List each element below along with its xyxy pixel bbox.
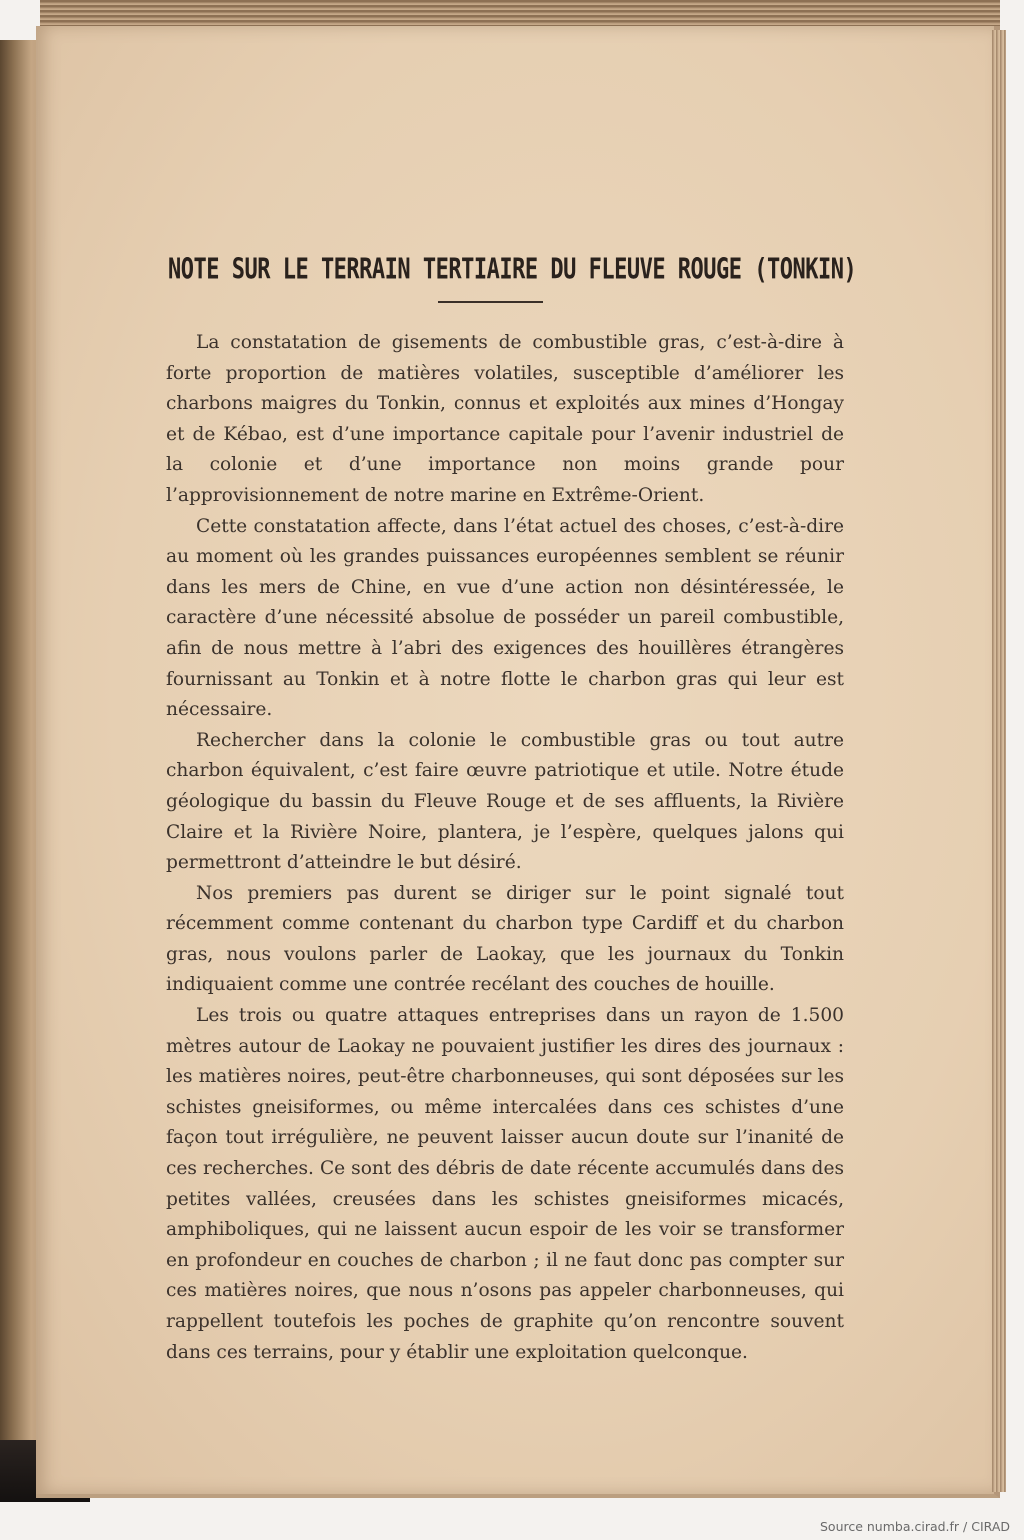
body-text xyxy=(166,328,844,1368)
title-divider xyxy=(438,301,543,303)
paragraph: Cette constatation affecte, dans l’état actuel des choses, c’est-à-dire au moment où les grandes puissances européennes semblent se réunir dans les mers de Chine, en vue d’une action non désintéressée, le caractère d’une nécessité absolue de posséder un pareil combustible, afin de nous mettre à l’abri des exigences des houillères étrangères fournissant au Tonkin et à notre flotte le charbon gras qui leur est nécessaire. xyxy=(166,515,844,721)
paragraph: La constatation de gisements de combustible gras, c’est-à-dire à forte proportion de matières volatiles, susceptible d’améliorer les charbons maigres du Tonkin, connus et exploités aux mines d’Hongay et de Kébao, est d’une importance capitale pour l’avenir industriel de la colonie et d’une importance non moins grande pour l’approvisionnement de notre marine en Extrême-Orient. xyxy=(166,332,844,506)
paragraph: Nos premiers pas durent se diriger sur le point signalé tout récemment comme contenant du charbon type Cardiff et du charbon gras, nous voulons parler de Laokay, que les journaux du Tonkin indiquaient comme une contrée recélant des couches de houille. xyxy=(166,882,844,996)
paragraph: Rechercher dans la colonie le combustible gras ou tout autre charbon équivalent, c’est faire œuvre patriotique et utile. Notre étude géologique du bassin du Fleuve Rouge et de ses affluents, la Rivière Claire et la Rivière Noire, plantera, je l’espère, quelques jalons qui permettront d’atteindre le but désiré. xyxy=(166,729,844,874)
source-credit: Source numba.cirad.fr / CIRAD xyxy=(819,1519,1010,1534)
paragraph: Les trois ou quatre attaques entreprises dans un rayon de 1.500 mètres autour de Laokay ne pouvaient justifier les dires des journaux : les matières noires, peut-être charbonneuses, qui sont déposées sur les schistes gneisiformes, ou même intercalées dans ces schistes d’une façon tout irrégulière, ne peuvent laisser aucun doute sur l’inanité de ces recherches. Ce sont des débris de date récente accumulés dans des petites vallées, creusées dans les schistes gneisiformes micacés, amphiboliques, qui ne laissent aucun espoir de les voir se transformer en profondeur en couches de charbon ; il ne faut donc pas compter sur ces matières noires, que nous n’osons pas appeler charbonneuses, qui rappellent toutefois les poches de graphite qu’on rencontre souvent dans ces terrains, pour y établir une exploitation quelconque. xyxy=(166,1005,844,1363)
page-title: NOTE SUR LE TERRAIN TERTIAIRE DU FLEUVE ROUGE (TONKIN) xyxy=(168,254,857,286)
right-page-edges xyxy=(992,30,1006,1492)
